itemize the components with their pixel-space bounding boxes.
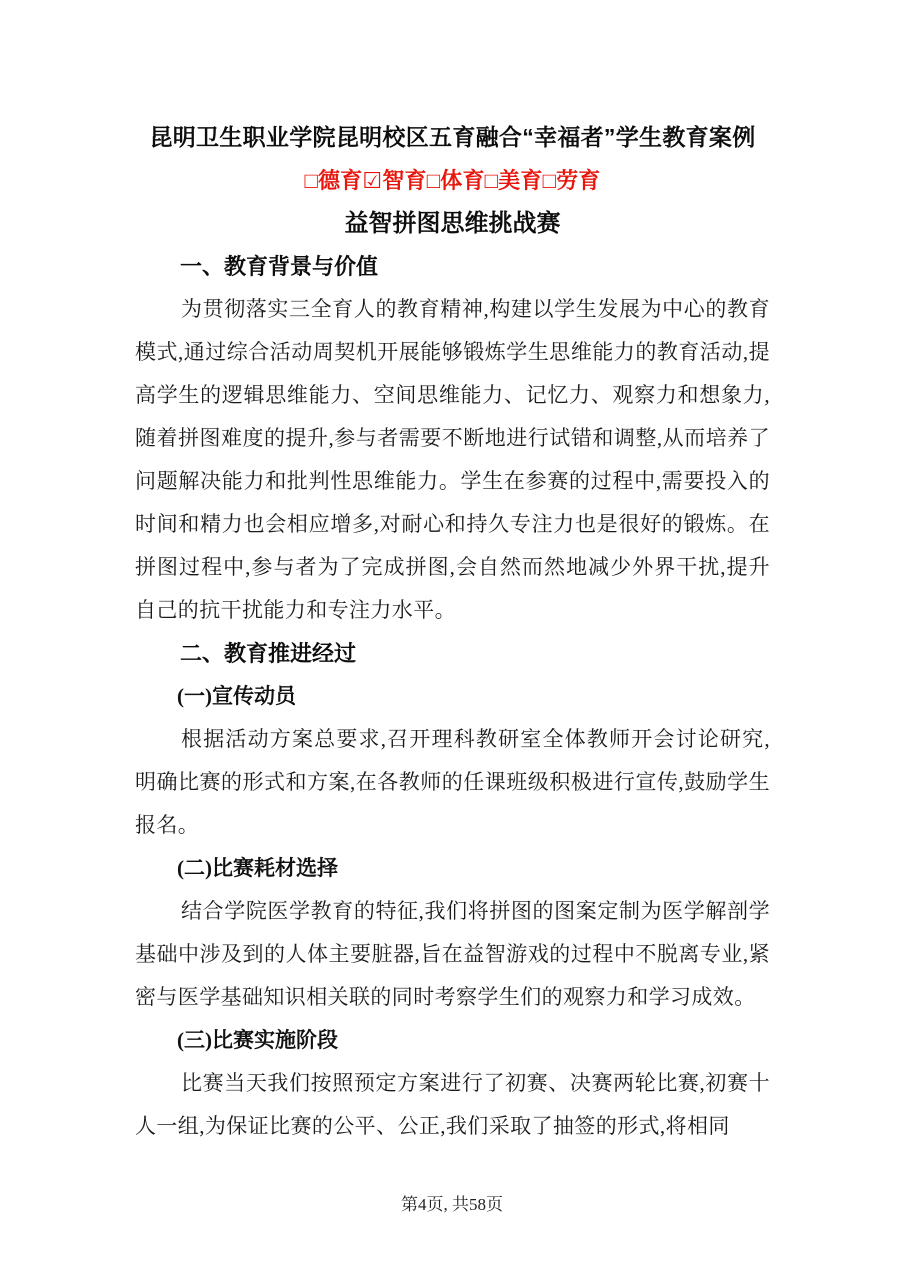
subsection-heading-1: (一)宣传动员 [177,684,296,708]
category-label-zhiyu: 智育 [382,168,427,193]
category-label-meiyu: 美育 [498,168,543,193]
checkbox-unchecked-icon: □ [304,168,319,193]
paragraph-materials: 结合学院医学教育的特征,我们将拼图的图案定制为医学解剖学基础中涉及到的人体主要脏器,旨在益智游戏的过程中不脱离专业,紧密与医学基础知识相关联的同时考察学生们的观察力和学习成效。 [135,899,770,1009]
subsection-heading-2: (二)比赛耗材选择 [177,856,338,880]
page-footer: 第4页, 共58页 [401,1195,503,1214]
education-category-checkline [135,159,770,202]
checkbox-checked-icon: ☑ [362,168,383,193]
section-heading-2: 二、教育推进经过 [180,641,357,666]
document-title: 昆明卫生职业学院昆明校区五育融合“幸福者”学生教育案例 [149,124,756,150]
document-body [135,116,770,1148]
checkbox-unchecked-icon: □ [426,168,441,193]
checkbox-unchecked-icon: □ [542,168,557,193]
document-subtitle: 益智拼图思维挑战赛 [344,210,561,237]
checkbox-unchecked-icon: □ [484,168,499,193]
category-label-deyu: 德育 [318,168,363,193]
paragraph-background-value: 为贯彻落实三全育人的教育精神,构建以学生发展为中心的教育模式,通过综合活动周契机开展能够锻炼学生思维能力的教育活动,提高学生的逻辑思维能力、空间思维能力、记忆力、观察力和想象力,随着拼图难度的提升,参与者需要不断地进行试错和调整,从而培养了问题解决能力和批判性思维能力。学生在参赛的过程中,需要投入的时间和精力也会相应增多,对耐心和持久专注力也是很好的锻炼。在拼图过程中,参与者为了完成拼图,会自然而然地减少外界干扰,提升自己的抗干扰能力和专注力水平。 [135,297,770,622]
category-label-laoyu: 劳育 [556,168,601,193]
section-heading-1: 一、教育背景与价值 [180,254,379,279]
paragraph-implementation: 比赛当天我们按照预定方案进行了初赛、决赛两轮比赛,初赛十人一组,为保证比赛的公平、公正,我们采取了抽签的形式,将相同 [135,1071,770,1138]
paragraph-publicity: 根据活动方案总要求,召开理科教研室全体教师开会讨论研究,明确比赛的形式和方案,在各教师的任课班级积极进行宣传,鼓励学生报名。 [135,727,770,837]
subsection-heading-3: (三)比赛实施阶段 [177,1028,338,1052]
category-label-tiyu: 体育 [440,168,485,193]
